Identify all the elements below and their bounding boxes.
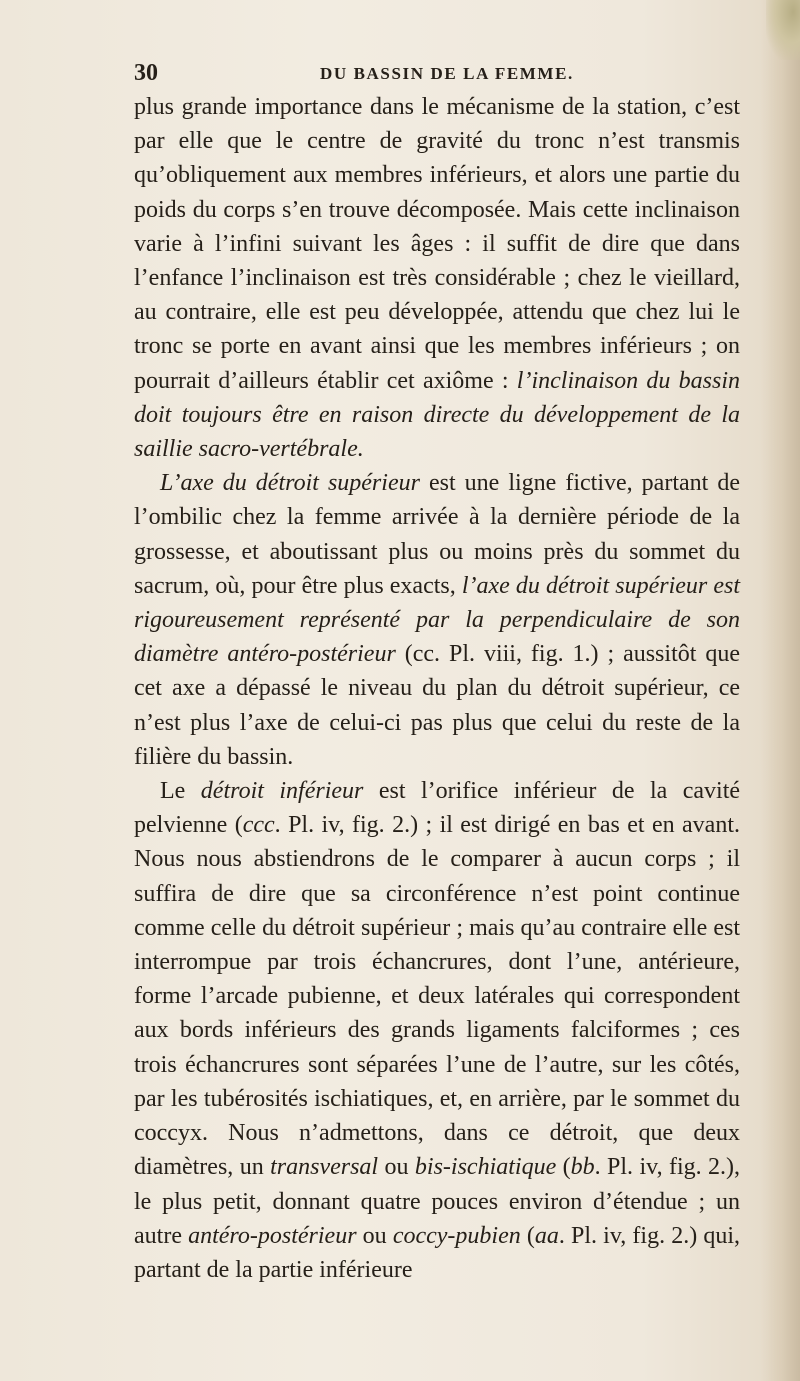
running-title: DU BASSIN DE LA FEMME.	[320, 64, 574, 83]
italic-text-segment: détroit inférieur	[200, 778, 364, 805]
text-segment: ou	[356, 1222, 393, 1249]
text-segment: (	[520, 1222, 535, 1249]
paragraph	[134, 774, 740, 1287]
text-segment: . Pl. iv, fig. 2.), le plus petit, donnant quatre pouces environ d’étendue ; un autre	[134, 1154, 741, 1249]
paragraph	[134, 466, 740, 774]
paragraph	[134, 90, 740, 466]
body-text	[134, 90, 740, 1287]
text-segment: ou	[378, 1154, 415, 1181]
italic-text-segment: coccy-pubien	[392, 1222, 521, 1249]
italic-text-segment: ccc	[242, 812, 275, 839]
italic-text-segment: L’axe du détroit supérieur	[160, 470, 420, 497]
text-segment: . Pl. iv, fig. 2.) ; il est dirigé en bas et en avant. Nous nous abstiendrons de le comparer à aucun corps ; il suffira de dire que sa circonférence n’est point continue comme celle du détroit supérieur ; mais qu’au contraire elle est interrompue par trois échancrures, dont l’une, antérieure, forme l’arcade pubienne, et deux latérales qui correspondent aux bords inférieurs des grands ligaments falciformes ; ces trois échancrures sont séparées l’une de l’autre, sur les côtés, par les tubérosités ischiatiques, et, en arrière, par le sommet du coccyx. Nous n’admettons, dans ce détroit, que deux diamètres, un	[134, 812, 740, 1181]
text-segment: (cc. Pl. viii, fig. 1.) ; aussitôt que cet axe a dépassé le niveau du plan du détroit supérieur, ce n’est plus l’axe de celui-ci pas plus que celui du reste de la filière du bassin.	[134, 641, 741, 770]
italic-text-segment: transversal	[270, 1154, 379, 1181]
text-segment: . Pl. iv, fig. 2.) qui, partant de la partie inférieure	[134, 1222, 741, 1283]
text-segment: plus grande importance dans le mécanisme de la station, c’est par elle que le centre de gravité du tronc n’est transmis qu’obliquement aux membres inférieurs, et alors une partie du poids du corps s’en trouve décomposée. Mais cette inclinaison varie à l’infini suivant les âges : il suffit de dire que dans l’enfance l’inclinaison est très considérable ; chez le vieillard, au contraire, elle est peu développée, attendu que chez lui le tronc se porte en avant ainsi que les membres inférieurs ; on pourrait d’ailleurs établir cet axiôme :	[134, 94, 740, 394]
italic-text-segment: bb	[570, 1154, 595, 1181]
page-stain	[766, 0, 800, 60]
text-segment: est l’orifice inférieur de la cavité pelvienne (	[134, 778, 741, 839]
page-edge-shadow	[760, 0, 800, 1381]
italic-text-segment: l’inclinaison du bassin doit toujours être en raison directe du développement de la saillie sacro-vertébrale.	[134, 367, 741, 463]
italic-text-segment: l’axe du détroit supérieur est rigoureusement représenté par la perpendiculaire de son diamètre antéro-postérieur	[134, 572, 740, 668]
text-segment: Le	[160, 778, 201, 805]
italic-text-segment: bis-ischiatique	[414, 1154, 557, 1181]
italic-text-segment: aa	[534, 1222, 559, 1249]
italic-text-segment: antéro-postérieur	[188, 1222, 357, 1249]
text-segment: est une ligne fictive, partant de l’ombilic chez la femme arrivée à la dernière période de la grossesse, et aboutissant plus ou moins près du sommet du sacrum, où, pour être plus exacts,	[134, 470, 740, 599]
page-header	[134, 60, 734, 90]
text-segment: (	[556, 1154, 571, 1181]
page-number: 30	[134, 60, 158, 86]
